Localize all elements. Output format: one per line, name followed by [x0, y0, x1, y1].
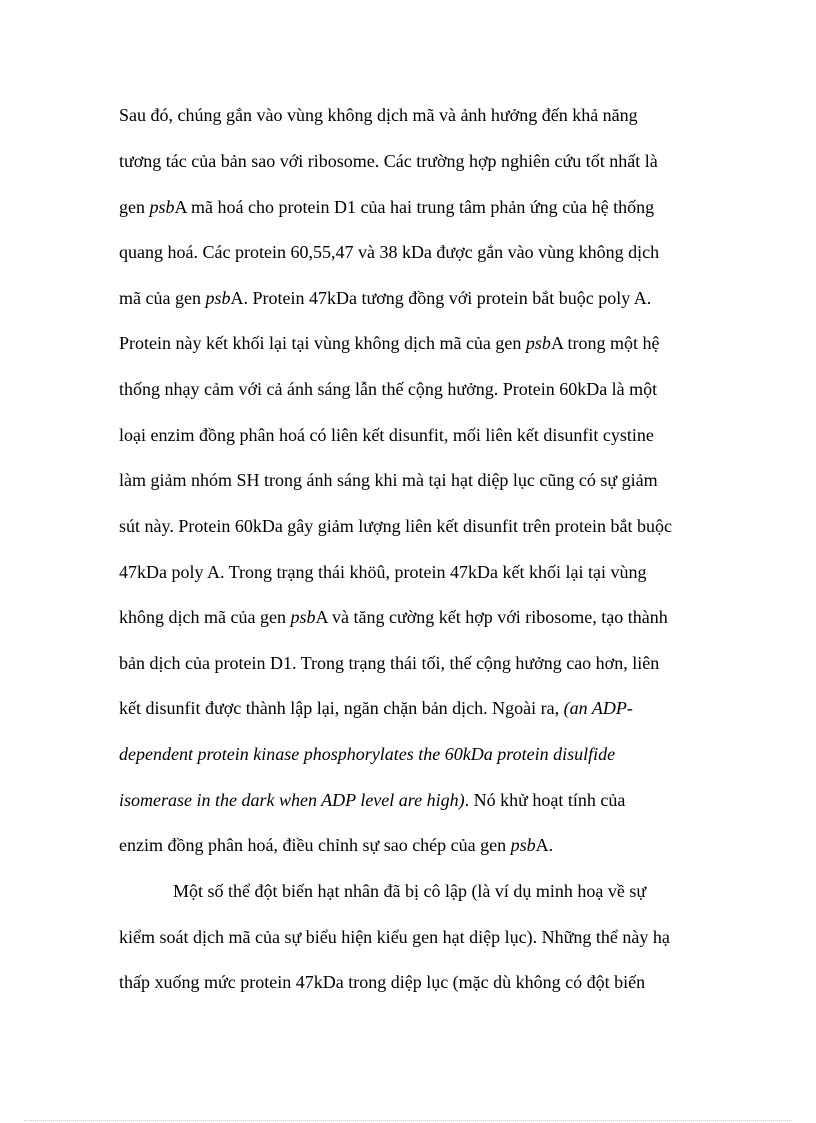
text-line: dependent protein kinase phosphorylates the 60kDa protein disulfide [119, 744, 616, 764]
text-line: kết disunfit được thành lập lại, ngăn chặn bản dịch. Ngoài ra, (an ADP- [119, 698, 633, 718]
text-line: bản dịch của protein D1. Trong trạng thái tối, thế cộng hưởng cao hơn, liên [119, 653, 660, 673]
text-line: kiểm soát dịch mã của sự biểu hiện kiểu gen hạt diệp lục). Những thể này hạ [119, 927, 670, 947]
text-line: sút này. Protein 60kDa gây giảm lượng liên kết disunfit trên protein bắt buộc [119, 516, 672, 536]
paragraph-first-line: Một số thể đột biến hạt nhân đã bị cô lập (là ví dụ minh hoạ về sự [173, 881, 647, 901]
text-line: không dịch mã của gen psbA và tăng cường kết hợp với ribosome, tạo thành [119, 607, 668, 627]
text-line: gen psbA mã hoá cho protein D1 của hai trung tâm phản ứng của hệ thống [119, 197, 655, 217]
text-line: quang hoá. Các protein 60,55,47 và 38 kDa được gắn vào vùng không dịch [119, 242, 660, 262]
text-line: enzim đồng phân hoá, điều chỉnh sự sao chép của gen psbA. [119, 835, 554, 855]
text-line: loại enzim đồng phân hoá có liên kết disunfit, mối liên kết disunfit cystine [119, 425, 654, 445]
text-line: làm giảm nhóm SH trong ánh sáng khi mà tại hạt diệp lục cũng có sự giảm [119, 470, 658, 490]
text-line: thấp xuống mức protein 47kDa trong diệp lục (mặc dù không có đột biến [119, 972, 646, 992]
text-line: Sau đó, chúng gắn vào vùng không dịch mã và ảnh hưởng đến khả năng [119, 105, 638, 125]
text-line: Protein này kết khối lại tại vùng không dịch mã của gen psbA trong một hệ [119, 333, 660, 353]
text-line: isomerase in the dark when ADP level are high). Nó khử hoạt tính của [119, 790, 626, 810]
text-line: tương tác của bản sao với ribosome. Các trường hợp nghiên cứu tốt nhất là [119, 151, 658, 171]
text-line: thống nhạy cảm với cả ánh sáng lẫn thế cộng hưởng. Protein 60kDa là một [119, 379, 658, 399]
text-line: mã của gen psbA. Protein 47kDa tương đồng với protein bắt buộc poly A. [119, 288, 652, 308]
text-line: 47kDa poly A. Trong trạng thái khöû, protein 47kDa kết khối lại tại vùng [119, 562, 647, 582]
page-bottom-border [24, 1120, 792, 1121]
